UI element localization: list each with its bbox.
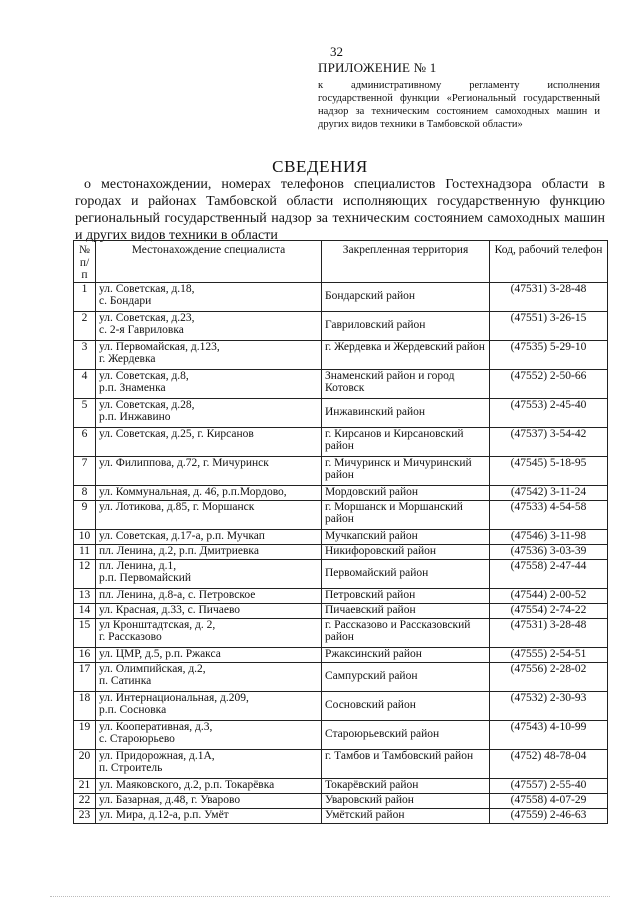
table-row <box>74 544 608 559</box>
row-location <box>96 749 322 778</box>
row-territory: Мучкапский район <box>322 529 490 544</box>
location-line-1: ул. Советская, д.28, <box>99 398 195 411</box>
row-number: 14 <box>74 603 96 618</box>
header-num: № п/п <box>74 241 96 283</box>
row-location <box>96 603 322 618</box>
row-phone: (47553) 2-45-40 <box>490 398 608 427</box>
row-location <box>96 618 322 647</box>
row-territory: Никифоровский район <box>322 544 490 559</box>
row-phone: (47536) 3-03-39 <box>490 544 608 559</box>
row-number: 17 <box>74 662 96 691</box>
row-phone: (47543) 4-10-99 <box>490 720 608 749</box>
row-phone: (47554) 2-74-22 <box>490 603 608 618</box>
location-line-2: р.п. Сосновка <box>99 704 167 716</box>
row-phone: (47531) 3-28-48 <box>490 282 608 311</box>
document-title: СВЕДЕНИЯ <box>272 157 368 176</box>
location-line-1: ул. Красная, д.33, с. Пичаево <box>99 603 241 616</box>
location-line-1: пл. Ленина, д.2, р.п. Дмитриевка <box>99 544 259 557</box>
row-location <box>96 398 322 427</box>
location-line-2: р.п. Первомайский <box>99 572 192 584</box>
table-row <box>74 720 608 749</box>
table-row <box>74 749 608 778</box>
row-number: 3 <box>74 340 96 369</box>
row-location <box>96 340 322 369</box>
row-territory: Староюрьевский район <box>322 720 490 749</box>
row-number: 13 <box>74 588 96 603</box>
row-phone: (47537) 3-54-42 <box>490 427 608 456</box>
row-number: 18 <box>74 691 96 720</box>
row-phone: (47552) 2-50-66 <box>490 369 608 398</box>
row-location <box>96 691 322 720</box>
document-subtitle-text: о местонахождении, номерах телефонов специалистов Гостехнадзора области в городах и районах Тамбовской области исполняющих государственную функцию региональный государственный надзор за техническим состоянием самоходных машин и других видов техники в области <box>75 177 605 243</box>
row-location <box>96 808 322 823</box>
table-row <box>74 369 608 398</box>
row-territory: Ржаксинский район <box>322 647 490 662</box>
table-row <box>74 603 608 618</box>
row-number: 10 <box>74 529 96 544</box>
table-row <box>74 311 608 340</box>
row-location <box>96 529 322 544</box>
row-territory: Сосновский район <box>322 691 490 720</box>
row-territory: Первомайский район <box>322 559 490 588</box>
table-row <box>74 340 608 369</box>
row-territory: г. Моршанск и Моршанский район <box>322 500 490 529</box>
location-line-1: ул. Маяковского, д.2, р.п. Токарёвка <box>99 778 275 791</box>
location-line-1: ул. Кооперативная, д.3, <box>99 720 213 733</box>
row-phone: (4752) 48-78-04 <box>490 749 608 778</box>
location-line-1: ул. Интернациональная, д.209, <box>99 691 249 704</box>
table-row <box>74 500 608 529</box>
row-location <box>96 311 322 340</box>
row-number: 20 <box>74 749 96 778</box>
row-location <box>96 662 322 691</box>
row-territory: Мордовский район <box>322 485 490 500</box>
table-row <box>74 456 608 485</box>
row-location <box>96 456 322 485</box>
table-row <box>74 588 608 603</box>
location-line-1: ул. Филиппова, д.72, г. Мичуринск <box>99 456 269 469</box>
row-territory: Бондарский район <box>322 282 490 311</box>
location-line-2: р.п. Инжавино <box>99 411 171 423</box>
location-line-1: ул. Советская, д.25, г. Кирсанов <box>99 427 254 440</box>
appendix-block <box>318 60 600 131</box>
location-line-1: ул. Базарная, д.48, г. Уварово <box>99 793 241 806</box>
location-line-1: ул. Советская, д.17-а, р.п. Мучкап <box>99 529 265 542</box>
row-number: 22 <box>74 793 96 808</box>
table-row <box>74 647 608 662</box>
page-footer-marks <box>50 896 610 901</box>
row-number: 12 <box>74 559 96 588</box>
row-territory: г. Тамбов и Тамбовский район <box>322 749 490 778</box>
row-phone: (47555) 2-54-51 <box>490 647 608 662</box>
table-header-row <box>74 241 608 283</box>
table-row <box>74 485 608 500</box>
row-phone: (47551) 3-26-15 <box>490 311 608 340</box>
location-line-1: ул. Олимпийская, д.2, <box>99 662 206 675</box>
document-subtitle <box>75 176 605 244</box>
table-row <box>74 398 608 427</box>
row-number: 2 <box>74 311 96 340</box>
row-number: 5 <box>74 398 96 427</box>
row-location <box>96 778 322 793</box>
row-territory: Уваровский район <box>322 793 490 808</box>
location-line-1: ул. Лотикова, д.85, г. Моршанск <box>99 500 255 513</box>
row-phone: (47531) 3-28-48 <box>490 618 608 647</box>
table-body <box>74 282 608 823</box>
row-phone: (47558) 2-47-44 <box>490 559 608 588</box>
row-phone: (47557) 2-55-40 <box>490 778 608 793</box>
location-line-1: ул. Мира, д.12-а, р.п. Умёт <box>99 808 229 821</box>
table-row <box>74 618 608 647</box>
row-number: 7 <box>74 456 96 485</box>
row-territory: г. Кирсанов и Кирсановский район <box>322 427 490 456</box>
header-territory: Закрепленная территория <box>322 241 490 283</box>
row-location <box>96 544 322 559</box>
appendix-title: ПРИЛОЖЕНИЕ № 1 <box>318 60 437 75</box>
row-location <box>96 647 322 662</box>
row-location <box>96 720 322 749</box>
row-territory: г. Мичуринск и Мичуринский район <box>322 456 490 485</box>
location-line-2: р.п. Знаменка <box>99 382 166 394</box>
row-phone: (47556) 2-28-02 <box>490 662 608 691</box>
header-location: Местонахождение специалиста <box>96 241 322 283</box>
location-line-1: ул. Советская, д.8, <box>99 369 189 382</box>
location-line-1: ул. Советская, д.18, <box>99 282 195 295</box>
row-territory: Гавриловский район <box>322 311 490 340</box>
row-phone: (47558) 4-07-29 <box>490 793 608 808</box>
row-territory: Знаменский район и город Котовск <box>322 369 490 398</box>
row-number: 16 <box>74 647 96 662</box>
table-row <box>74 808 608 823</box>
table-row <box>74 282 608 311</box>
location-line-1: пл. Ленина, д.1, <box>99 559 177 572</box>
row-territory: Пичаевский район <box>322 603 490 618</box>
appendix-subtitle: к административному регламенту исполнения государственной функции «Региональный государственный надзор за техническим состоянием самоходных машин и других видов техники в Тамбовской области» <box>318 80 600 130</box>
row-phone: (47535) 5-29-10 <box>490 340 608 369</box>
location-line-2: п. Сатинка <box>99 675 152 687</box>
row-location <box>96 559 322 588</box>
row-territory: Умётский район <box>322 808 490 823</box>
row-number: 11 <box>74 544 96 559</box>
location-line-1: ул. ЦМР, д.5, р.п. Ржакса <box>99 647 221 660</box>
row-location <box>96 427 322 456</box>
table-row <box>74 427 608 456</box>
location-line-2: с. Бондари <box>99 295 152 307</box>
row-number: 1 <box>74 282 96 311</box>
location-line-2: г. Жердевка <box>99 353 156 365</box>
location-line-1: ул. Первомайская, д.123, <box>99 340 220 353</box>
row-phone: (47542) 3-11-24 <box>490 485 608 500</box>
row-territory: Сампурский район <box>322 662 490 691</box>
row-phone: (47546) 3-11-98 <box>490 529 608 544</box>
page-number: 32 <box>330 44 343 59</box>
row-number: 4 <box>74 369 96 398</box>
row-phone: (47559) 2-46-63 <box>490 808 608 823</box>
table-row <box>74 559 608 588</box>
row-location <box>96 485 322 500</box>
location-line-2: г. Рассказово <box>99 631 162 643</box>
location-line-1: ул Кронштадтская, д. 2, <box>99 618 216 631</box>
location-line-2: с. Староюрьево <box>99 733 175 745</box>
row-location <box>96 793 322 808</box>
row-territory: г. Рассказово и Рассказовский район <box>322 618 490 647</box>
table-row <box>74 691 608 720</box>
location-line-1: ул. Коммунальная, д. 46, р.п.Мордово, <box>99 485 287 498</box>
header-phone: Код, рабочий телефон <box>490 241 608 283</box>
row-number: 6 <box>74 427 96 456</box>
row-phone: (47545) 5-18-95 <box>490 456 608 485</box>
row-number: 19 <box>74 720 96 749</box>
row-location <box>96 369 322 398</box>
row-phone: (47532) 2-30-93 <box>490 691 608 720</box>
location-line-2: п. Строитель <box>99 762 163 774</box>
table-row <box>74 662 608 691</box>
row-number: 23 <box>74 808 96 823</box>
row-territory: Петровский район <box>322 588 490 603</box>
row-phone: (47533) 4-54-58 <box>490 500 608 529</box>
row-location <box>96 500 322 529</box>
row-phone: (47544) 2-00-52 <box>490 588 608 603</box>
location-line-2: с. 2-я Гавриловка <box>99 324 184 336</box>
row-number: 15 <box>74 618 96 647</box>
row-number: 21 <box>74 778 96 793</box>
location-line-1: ул. Придорожная, д.1А, <box>99 749 215 762</box>
row-territory: Инжавинский район <box>322 398 490 427</box>
row-territory: Токарёвский район <box>322 778 490 793</box>
location-line-1: пл. Ленина, д.8-а, с. Петровское <box>99 588 256 601</box>
row-number: 8 <box>74 485 96 500</box>
table-row <box>74 778 608 793</box>
row-territory: г. Жердевка и Жердевский район <box>322 340 490 369</box>
table-row <box>74 793 608 808</box>
row-location <box>96 282 322 311</box>
row-number: 9 <box>74 500 96 529</box>
row-location <box>96 588 322 603</box>
specialists-table <box>73 240 608 824</box>
table-row <box>74 529 608 544</box>
location-line-1: ул. Советская, д.23, <box>99 311 195 324</box>
